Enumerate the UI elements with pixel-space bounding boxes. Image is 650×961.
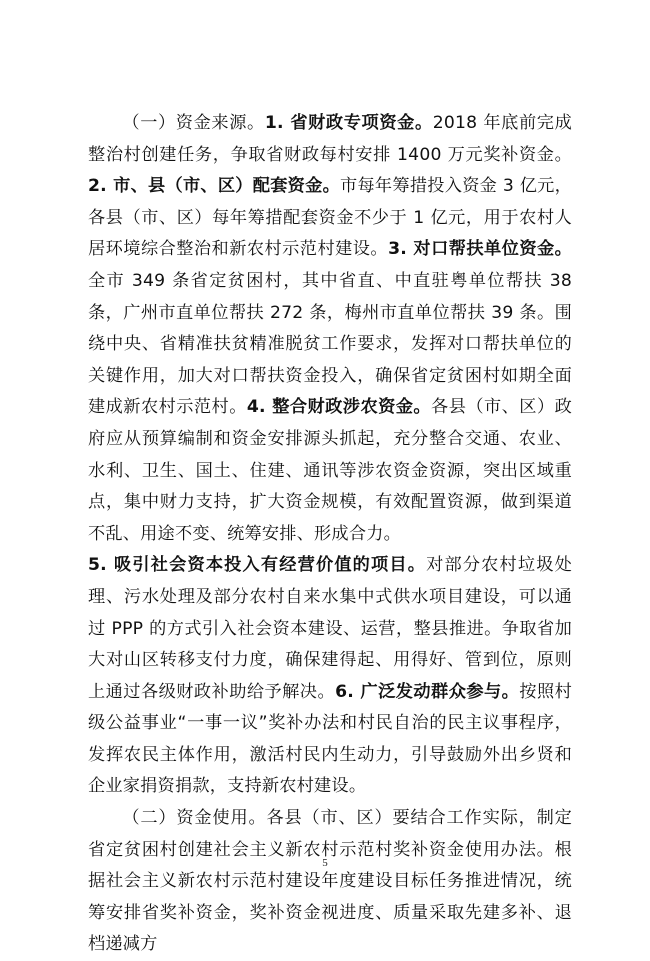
text-run: 各县（市、区）政府应从预算编制和资金安排源头抓起，充分整合交通、农业、水利、卫生、国土、住建、通讯等涉农资金资源，突出区域重点，集中财力支持，扩大资金规模，有效配置资源，做到渠道不乱、用途不变、统筹安排、形成合力。 xyxy=(88,397,572,544)
text-run: 按照村级公益事业“一事一议”奖补办法和村民自治的民主议事程序，发挥农民主体作用，激活村民内生动力，引导鼓励外出乡贤和企业家捐资捐款，支持新农村建设。 xyxy=(88,681,572,797)
text-run: （二）资金使用。各县（市、区）要结合工作实际，制定省定贫困村创建社会主义新农村示范村奖补资金使用办法。根据社会主义新农村示范村建设年度建设目标任务推进情况，统筹安排省奖补资金，奖补资金视进度、质量采取先建多补、退档递减方 xyxy=(88,808,572,955)
paragraph-funding-usage xyxy=(88,803,572,961)
text-run: 对部分农村垃圾处理、污水处理及部分农村自来水集中式供水项目建设，可以通过 PPP 的方式引入社会资本建设、运营，整县推进。争取省加大对山区转移支付力度，确保建得起、用得好、管到位，原则上通过各级财政补助给予解决。 xyxy=(88,555,572,702)
document-body xyxy=(88,108,572,961)
bold-heading-run: 4. 整合财政涉农资金。 xyxy=(246,397,432,418)
paragraph-social-capital xyxy=(88,550,572,803)
bold-heading-run: 3. 对口帮扶单位资金。 xyxy=(388,239,573,260)
bold-heading-run: 6. 广泛发动群众参与。 xyxy=(335,681,520,702)
bold-heading-run: 1. 省财政专项资金。 xyxy=(264,113,433,133)
text-run: （一）资金来源。 xyxy=(122,113,265,133)
bold-heading-run: 5. 吸引社会资本投入有经营价值的项目。 xyxy=(88,555,427,576)
text-run: 全市 349 条省定贫困村，其中省直、中直驻粤单位帮扶 38 条，广州市直单位帮扶 272 条，梅州市直单位帮扶 39 条。围绕中央、省精准扶贫精准脱贫工作要求，发挥对口帮扶单位的关键作用，加大对口帮扶资金投入，确保省定贫困村如期全面建成新农村示范村。 xyxy=(88,270,572,418)
bold-heading-run: 2. 市、县（市、区）配套资金。 xyxy=(88,176,341,197)
page-number: 5 xyxy=(322,857,328,869)
text-run: 市每年筹措投入资金 3 亿元，各县（市、区）每年筹措配套资金不少于 1 亿元，用于农村人居环境综合整治和新农村示范村建设。 xyxy=(88,176,572,260)
text-run: 2018 年底前完成整治村创建任务，争取省财政每村安排 1400 万元奖补资金。 xyxy=(88,113,572,165)
paragraph-funding-sources xyxy=(88,108,572,550)
